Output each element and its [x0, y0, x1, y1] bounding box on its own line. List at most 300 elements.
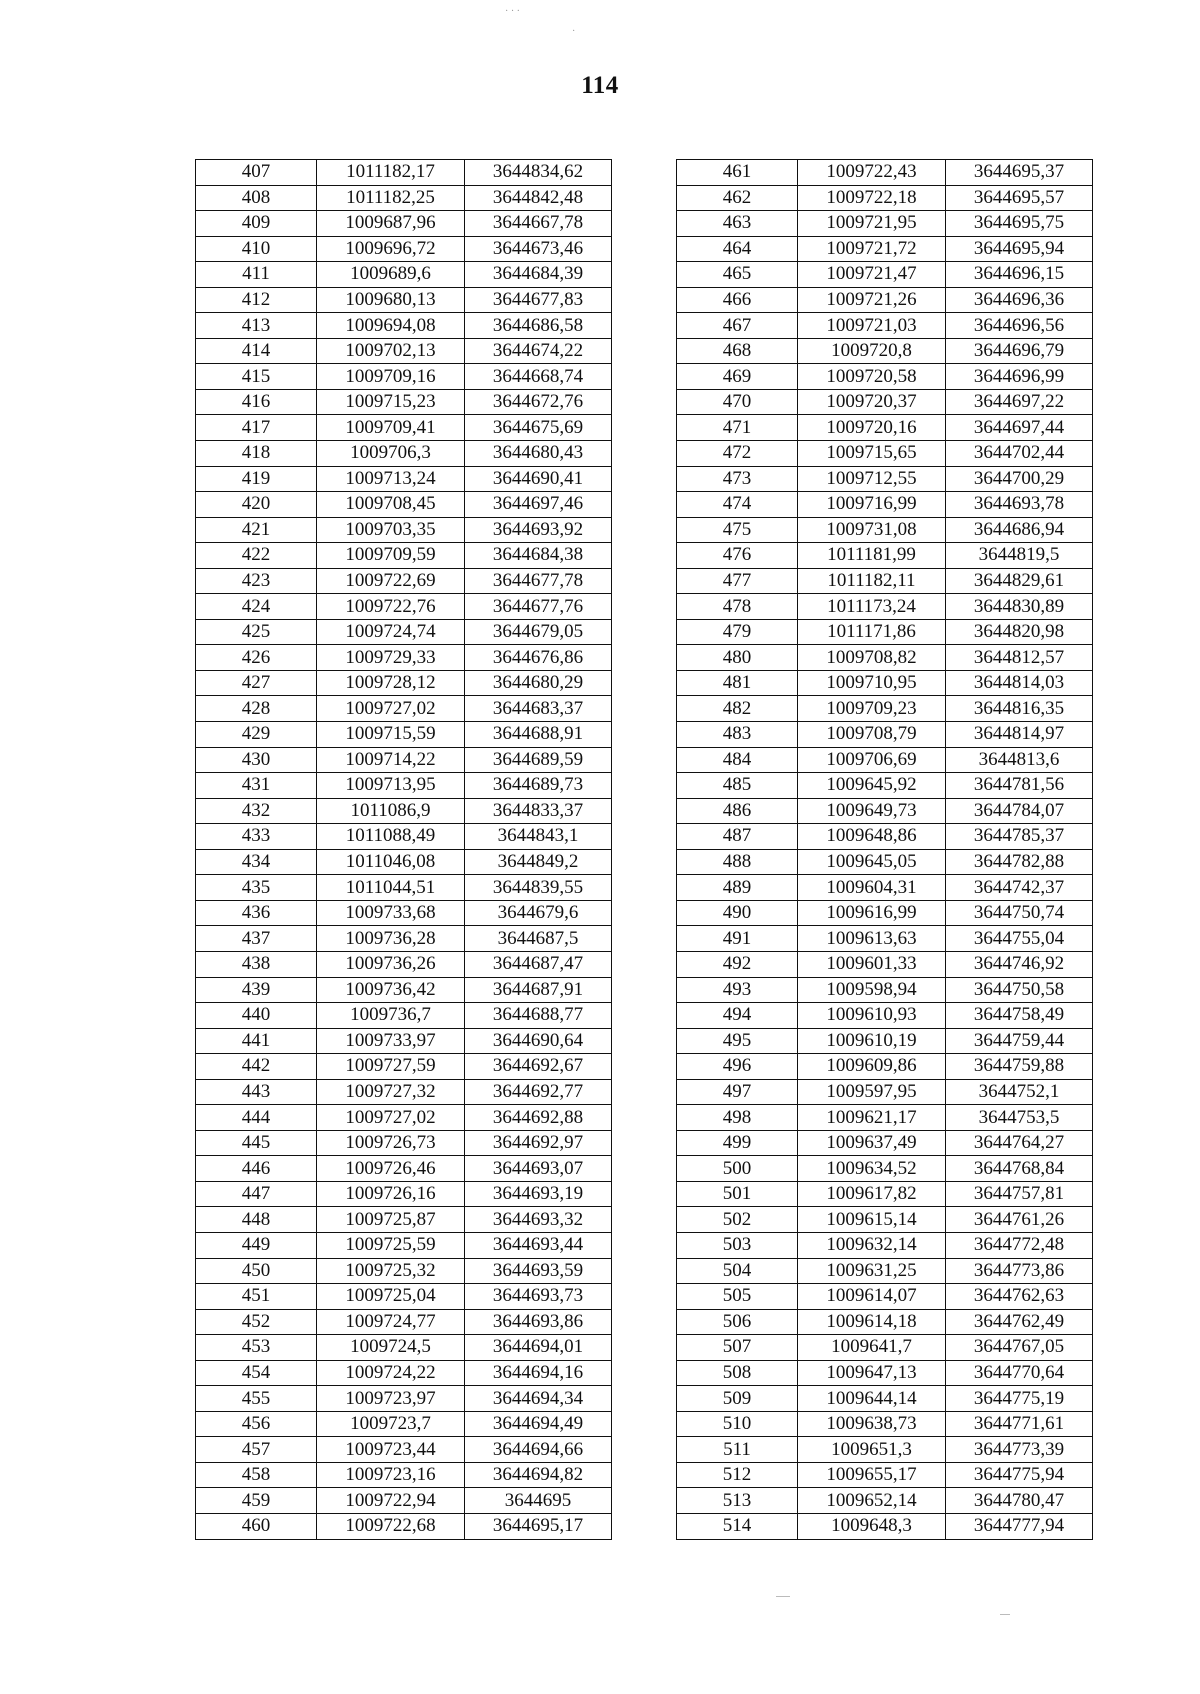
table-row — [196, 951, 612, 977]
point-number-cell: 499 — [677, 1130, 798, 1156]
x-coordinate-cell: 1009728,12 — [317, 670, 465, 696]
y-coordinate-cell: 3644750,74 — [946, 900, 1093, 926]
y-coordinate-cell: 3644746,92 — [946, 951, 1093, 977]
x-coordinate-cell: 1009601,33 — [798, 951, 946, 977]
point-number-cell: 509 — [677, 1386, 798, 1412]
y-coordinate-cell: 3644814,97 — [946, 722, 1093, 748]
table-row — [196, 747, 612, 773]
x-coordinate-cell: 1009733,97 — [317, 1028, 465, 1054]
point-number-cell: 466 — [677, 287, 798, 313]
table-row — [677, 1028, 1093, 1054]
x-coordinate-cell: 1011171,86 — [798, 619, 946, 645]
y-coordinate-cell: 3644695,37 — [946, 160, 1093, 186]
table-row — [196, 1513, 612, 1539]
y-coordinate-cell: 3644689,73 — [465, 773, 612, 799]
x-coordinate-cell: 1009610,93 — [798, 1003, 946, 1029]
table-row — [677, 364, 1093, 390]
x-coordinate-cell: 1009708,45 — [317, 492, 465, 518]
table-row — [677, 849, 1093, 875]
x-coordinate-cell: 1009720,8 — [798, 338, 946, 364]
table-row — [196, 1130, 612, 1156]
point-number-cell: 507 — [677, 1335, 798, 1361]
x-coordinate-cell: 1009729,33 — [317, 645, 465, 671]
y-coordinate-cell: 3644690,41 — [465, 466, 612, 492]
y-coordinate-cell: 3644829,61 — [946, 568, 1093, 594]
point-number-cell: 462 — [677, 185, 798, 211]
table-row — [677, 1079, 1093, 1105]
point-number-cell: 452 — [196, 1309, 317, 1335]
point-number-cell: 508 — [677, 1360, 798, 1386]
x-coordinate-cell: 1009721,26 — [798, 287, 946, 313]
point-number-cell: 429 — [196, 722, 317, 748]
table-row — [677, 568, 1093, 594]
point-number-cell: 494 — [677, 1003, 798, 1029]
x-coordinate-cell: 1009706,69 — [798, 747, 946, 773]
point-number-cell: 471 — [677, 415, 798, 441]
point-number-cell: 428 — [196, 696, 317, 722]
y-coordinate-cell: 3644694,01 — [465, 1335, 612, 1361]
y-coordinate-cell: 3644814,03 — [946, 670, 1093, 696]
point-number-cell: 414 — [196, 338, 317, 364]
scan-mark — [776, 1596, 790, 1597]
x-coordinate-cell: 1011181,99 — [798, 543, 946, 569]
y-coordinate-cell: 3644813,6 — [946, 747, 1093, 773]
x-coordinate-cell: 1009632,14 — [798, 1232, 946, 1258]
y-coordinate-cell: 3644812,57 — [946, 645, 1093, 671]
y-coordinate-cell: 3644695,17 — [465, 1513, 612, 1539]
table-row — [677, 1386, 1093, 1412]
x-coordinate-cell: 1009614,18 — [798, 1309, 946, 1335]
table-row — [196, 1284, 612, 1310]
table-row — [677, 1156, 1093, 1182]
y-coordinate-cell: 3644819,5 — [946, 543, 1093, 569]
table-row — [677, 875, 1093, 901]
y-coordinate-cell: 3644830,89 — [946, 594, 1093, 620]
y-coordinate-cell: 3644693,86 — [465, 1309, 612, 1335]
table-row — [677, 1437, 1093, 1463]
y-coordinate-cell: 3644683,37 — [465, 696, 612, 722]
y-coordinate-cell: 3644677,78 — [465, 568, 612, 594]
point-number-cell: 490 — [677, 900, 798, 926]
point-number-cell: 444 — [196, 1105, 317, 1131]
x-coordinate-cell: 1009614,07 — [798, 1284, 946, 1310]
y-coordinate-cell: 3644687,91 — [465, 977, 612, 1003]
y-coordinate-cell: 3644684,39 — [465, 262, 612, 288]
x-coordinate-cell: 1009722,69 — [317, 568, 465, 594]
y-coordinate-cell: 3644675,69 — [465, 415, 612, 441]
point-number-cell: 441 — [196, 1028, 317, 1054]
scan-mark — [1000, 1614, 1010, 1615]
point-number-cell: 489 — [677, 875, 798, 901]
point-number-cell: 456 — [196, 1411, 317, 1437]
point-number-cell: 415 — [196, 364, 317, 390]
x-coordinate-cell: 1009736,42 — [317, 977, 465, 1003]
y-coordinate-cell: 3644759,88 — [946, 1054, 1093, 1080]
table-row — [677, 441, 1093, 467]
y-coordinate-cell: 3644677,76 — [465, 594, 612, 620]
table-row — [196, 619, 612, 645]
point-number-cell: 423 — [196, 568, 317, 594]
table-row — [677, 824, 1093, 850]
x-coordinate-cell: 1009723,97 — [317, 1386, 465, 1412]
table-row — [677, 1003, 1093, 1029]
point-number-cell: 487 — [677, 824, 798, 850]
point-number-cell: 458 — [196, 1462, 317, 1488]
point-number-cell: 457 — [196, 1437, 317, 1463]
point-number-cell: 488 — [677, 849, 798, 875]
y-coordinate-cell: 3644780,47 — [946, 1488, 1093, 1514]
point-number-cell: 498 — [677, 1105, 798, 1131]
point-number-cell: 483 — [677, 722, 798, 748]
point-number-cell: 480 — [677, 645, 798, 671]
x-coordinate-cell: 1009617,82 — [798, 1181, 946, 1207]
table-row — [196, 160, 612, 186]
table-row — [677, 1181, 1093, 1207]
y-coordinate-cell: 3644694,66 — [465, 1437, 612, 1463]
table-row — [196, 1156, 612, 1182]
table-row — [196, 1335, 612, 1361]
table-row — [196, 1360, 612, 1386]
point-number-cell: 506 — [677, 1309, 798, 1335]
point-number-cell: 412 — [196, 287, 317, 313]
table-row — [677, 313, 1093, 339]
x-coordinate-cell: 1009722,18 — [798, 185, 946, 211]
table-row — [677, 1488, 1093, 1514]
point-number-cell: 425 — [196, 619, 317, 645]
point-number-cell: 513 — [677, 1488, 798, 1514]
x-coordinate-cell: 1009706,3 — [317, 441, 465, 467]
y-coordinate-cell: 3644668,74 — [465, 364, 612, 390]
x-coordinate-cell: 1009723,44 — [317, 1437, 465, 1463]
point-number-cell: 468 — [677, 338, 798, 364]
point-number-cell: 437 — [196, 926, 317, 952]
x-coordinate-cell: 1009651,3 — [798, 1437, 946, 1463]
point-number-cell: 504 — [677, 1258, 798, 1284]
y-coordinate-cell: 3644777,94 — [946, 1513, 1093, 1539]
x-coordinate-cell: 1009634,52 — [798, 1156, 946, 1182]
table-row — [677, 1105, 1093, 1131]
table-row — [196, 338, 612, 364]
table-row — [196, 926, 612, 952]
page-number: 114 — [581, 72, 619, 99]
y-coordinate-cell: 3644684,38 — [465, 543, 612, 569]
x-coordinate-cell: 1009621,17 — [798, 1105, 946, 1131]
y-coordinate-cell: 3644686,94 — [946, 517, 1093, 543]
table-row — [196, 517, 612, 543]
y-coordinate-cell: 3644692,67 — [465, 1054, 612, 1080]
y-coordinate-cell: 3644694,49 — [465, 1411, 612, 1437]
table-row — [677, 722, 1093, 748]
y-coordinate-cell: 3644702,44 — [946, 441, 1093, 467]
point-number-cell: 430 — [196, 747, 317, 773]
y-coordinate-cell: 3644676,86 — [465, 645, 612, 671]
table-row — [196, 1386, 612, 1412]
table-row — [196, 1462, 612, 1488]
y-coordinate-cell: 3644820,98 — [946, 619, 1093, 645]
y-coordinate-cell: 3644752,1 — [946, 1079, 1093, 1105]
table-row — [677, 1232, 1093, 1258]
point-number-cell: 461 — [677, 160, 798, 186]
point-number-cell: 421 — [196, 517, 317, 543]
x-coordinate-cell: 1009637,49 — [798, 1130, 946, 1156]
table-row — [196, 1207, 612, 1233]
x-coordinate-cell: 1009715,23 — [317, 389, 465, 415]
point-number-cell: 409 — [196, 211, 317, 237]
x-coordinate-cell: 1011182,11 — [798, 568, 946, 594]
x-coordinate-cell: 1009721,47 — [798, 262, 946, 288]
table-row — [196, 262, 612, 288]
point-number-cell: 417 — [196, 415, 317, 441]
y-coordinate-cell: 3644761,26 — [946, 1207, 1093, 1233]
y-coordinate-cell: 3644695 — [465, 1488, 612, 1514]
table-row — [196, 211, 612, 237]
table-row — [677, 773, 1093, 799]
point-number-cell: 486 — [677, 798, 798, 824]
x-coordinate-cell: 1011086,9 — [317, 798, 465, 824]
y-coordinate-cell: 3644697,46 — [465, 492, 612, 518]
point-number-cell: 436 — [196, 900, 317, 926]
point-number-cell: 474 — [677, 492, 798, 518]
y-coordinate-cell: 3644762,63 — [946, 1284, 1093, 1310]
x-coordinate-cell: 1009689,6 — [317, 262, 465, 288]
x-coordinate-cell: 1009727,02 — [317, 1105, 465, 1131]
x-coordinate-cell: 1009721,03 — [798, 313, 946, 339]
point-number-cell: 418 — [196, 441, 317, 467]
table-row — [677, 645, 1093, 671]
table-row — [677, 1360, 1093, 1386]
y-coordinate-cell: 3644674,22 — [465, 338, 612, 364]
y-coordinate-cell: 3644692,88 — [465, 1105, 612, 1131]
x-coordinate-cell: 1009616,99 — [798, 900, 946, 926]
y-coordinate-cell: 3644762,49 — [946, 1309, 1093, 1335]
point-number-cell: 454 — [196, 1360, 317, 1386]
point-number-cell: 448 — [196, 1207, 317, 1233]
x-coordinate-cell: 1009727,02 — [317, 696, 465, 722]
point-number-cell: 433 — [196, 824, 317, 850]
point-number-cell: 481 — [677, 670, 798, 696]
table-row — [677, 517, 1093, 543]
point-number-cell: 416 — [196, 389, 317, 415]
x-coordinate-cell: 1009736,7 — [317, 1003, 465, 1029]
point-number-cell: 443 — [196, 1079, 317, 1105]
y-coordinate-cell: 3644679,05 — [465, 619, 612, 645]
y-coordinate-cell: 3644695,75 — [946, 211, 1093, 237]
point-number-cell: 469 — [677, 364, 798, 390]
point-number-cell: 431 — [196, 773, 317, 799]
table-row — [677, 1335, 1093, 1361]
point-number-cell: 413 — [196, 313, 317, 339]
x-coordinate-cell: 1009726,16 — [317, 1181, 465, 1207]
point-number-cell: 502 — [677, 1207, 798, 1233]
x-coordinate-cell: 1009638,73 — [798, 1411, 946, 1437]
y-coordinate-cell: 3644680,43 — [465, 441, 612, 467]
point-number-cell: 410 — [196, 236, 317, 262]
x-coordinate-cell: 1009720,58 — [798, 364, 946, 390]
y-coordinate-cell: 3644768,84 — [946, 1156, 1093, 1182]
x-coordinate-cell: 1009609,86 — [798, 1054, 946, 1080]
point-number-cell: 505 — [677, 1284, 798, 1310]
coordinates-table-right — [676, 159, 1093, 1540]
point-number-cell: 434 — [196, 849, 317, 875]
y-coordinate-cell: 3644697,44 — [946, 415, 1093, 441]
x-coordinate-cell: 1009709,41 — [317, 415, 465, 441]
table-row — [196, 849, 612, 875]
x-coordinate-cell: 1009724,5 — [317, 1335, 465, 1361]
table-row — [677, 977, 1093, 1003]
x-coordinate-cell: 1009631,25 — [798, 1258, 946, 1284]
y-coordinate-cell: 3644687,47 — [465, 951, 612, 977]
point-number-cell: 514 — [677, 1513, 798, 1539]
x-coordinate-cell: 1009597,95 — [798, 1079, 946, 1105]
y-coordinate-cell: 3644672,76 — [465, 389, 612, 415]
x-coordinate-cell: 1009645,05 — [798, 849, 946, 875]
y-coordinate-cell: 3644781,56 — [946, 773, 1093, 799]
scan-speck: · · · — [505, 6, 520, 17]
table-row — [677, 1309, 1093, 1335]
x-coordinate-cell: 1009716,99 — [798, 492, 946, 518]
y-coordinate-cell: 3644758,49 — [946, 1003, 1093, 1029]
table-row — [677, 287, 1093, 313]
x-coordinate-cell: 1009713,24 — [317, 466, 465, 492]
x-coordinate-cell: 1009726,46 — [317, 1156, 465, 1182]
table-row — [677, 1462, 1093, 1488]
x-coordinate-cell: 1009649,73 — [798, 798, 946, 824]
table-row — [677, 1284, 1093, 1310]
x-coordinate-cell: 1009648,86 — [798, 824, 946, 850]
point-number-cell: 419 — [196, 466, 317, 492]
table-row — [196, 1105, 612, 1131]
x-coordinate-cell: 1011046,08 — [317, 849, 465, 875]
point-number-cell: 493 — [677, 977, 798, 1003]
table-row — [196, 696, 612, 722]
table-row — [196, 1258, 612, 1284]
table-row — [196, 415, 612, 441]
point-number-cell: 479 — [677, 619, 798, 645]
point-number-cell: 447 — [196, 1181, 317, 1207]
table-row — [196, 875, 612, 901]
point-number-cell: 424 — [196, 594, 317, 620]
table-row — [196, 1232, 612, 1258]
x-coordinate-cell: 1011088,49 — [317, 824, 465, 850]
x-coordinate-cell: 1009733,68 — [317, 900, 465, 926]
table-row — [677, 696, 1093, 722]
x-coordinate-cell: 1009727,59 — [317, 1054, 465, 1080]
table-row — [677, 619, 1093, 645]
point-number-cell: 438 — [196, 951, 317, 977]
table-row — [677, 389, 1093, 415]
table-row — [196, 670, 612, 696]
point-number-cell: 435 — [196, 875, 317, 901]
x-coordinate-cell: 1009723,7 — [317, 1411, 465, 1437]
table-row — [677, 1258, 1093, 1284]
table-row — [677, 1130, 1093, 1156]
y-coordinate-cell: 3644770,64 — [946, 1360, 1093, 1386]
y-coordinate-cell: 3644693,78 — [946, 492, 1093, 518]
point-number-cell: 512 — [677, 1462, 798, 1488]
table-row — [196, 389, 612, 415]
point-number-cell: 446 — [196, 1156, 317, 1182]
point-number-cell: 408 — [196, 185, 317, 211]
y-coordinate-cell: 3644700,29 — [946, 466, 1093, 492]
point-number-cell: 496 — [677, 1054, 798, 1080]
point-number-cell: 459 — [196, 1488, 317, 1514]
x-coordinate-cell: 1009713,95 — [317, 773, 465, 799]
x-coordinate-cell: 1009714,22 — [317, 747, 465, 773]
x-coordinate-cell: 1009615,14 — [798, 1207, 946, 1233]
y-coordinate-cell: 3644686,58 — [465, 313, 612, 339]
point-number-cell: 501 — [677, 1181, 798, 1207]
point-number-cell: 442 — [196, 1054, 317, 1080]
y-coordinate-cell: 3644696,99 — [946, 364, 1093, 390]
table-row — [196, 466, 612, 492]
point-number-cell: 411 — [196, 262, 317, 288]
table-row — [677, 1207, 1093, 1233]
y-coordinate-cell: 3644816,35 — [946, 696, 1093, 722]
table-row — [677, 236, 1093, 262]
table-row — [677, 594, 1093, 620]
point-number-cell: 478 — [677, 594, 798, 620]
point-number-cell: 485 — [677, 773, 798, 799]
x-coordinate-cell: 1009702,13 — [317, 338, 465, 364]
coordinates-table-left — [195, 159, 612, 1540]
x-coordinate-cell: 1011182,17 — [317, 160, 465, 186]
x-coordinate-cell: 1009648,3 — [798, 1513, 946, 1539]
point-number-cell: 422 — [196, 543, 317, 569]
x-coordinate-cell: 1009715,59 — [317, 722, 465, 748]
table-row — [677, 798, 1093, 824]
x-coordinate-cell: 1009725,04 — [317, 1284, 465, 1310]
x-coordinate-cell: 1009725,59 — [317, 1232, 465, 1258]
point-number-cell: 426 — [196, 645, 317, 671]
x-coordinate-cell: 1009647,13 — [798, 1360, 946, 1386]
table-row — [196, 1003, 612, 1029]
table-row — [196, 441, 612, 467]
y-coordinate-cell: 3644667,78 — [465, 211, 612, 237]
point-number-cell: 420 — [196, 492, 317, 518]
table-row — [196, 824, 612, 850]
point-number-cell: 492 — [677, 951, 798, 977]
y-coordinate-cell: 3644694,82 — [465, 1462, 612, 1488]
x-coordinate-cell: 1011044,51 — [317, 875, 465, 901]
point-number-cell: 500 — [677, 1156, 798, 1182]
y-coordinate-cell: 3644677,83 — [465, 287, 612, 313]
x-coordinate-cell: 1009726,73 — [317, 1130, 465, 1156]
table-row — [196, 543, 612, 569]
y-coordinate-cell: 3644697,22 — [946, 389, 1093, 415]
point-number-cell: 482 — [677, 696, 798, 722]
table-row — [196, 1028, 612, 1054]
y-coordinate-cell: 3644696,15 — [946, 262, 1093, 288]
x-coordinate-cell: 1009652,14 — [798, 1488, 946, 1514]
x-coordinate-cell: 1009721,95 — [798, 211, 946, 237]
y-coordinate-cell: 3644784,07 — [946, 798, 1093, 824]
x-coordinate-cell: 1009715,65 — [798, 441, 946, 467]
y-coordinate-cell: 3644771,61 — [946, 1411, 1093, 1437]
y-coordinate-cell: 3644673,46 — [465, 236, 612, 262]
point-number-cell: 510 — [677, 1411, 798, 1437]
x-coordinate-cell: 1009712,55 — [798, 466, 946, 492]
point-number-cell: 511 — [677, 1437, 798, 1463]
y-coordinate-cell: 3644772,48 — [946, 1232, 1093, 1258]
table-row — [677, 670, 1093, 696]
y-coordinate-cell: 3644693,73 — [465, 1284, 612, 1310]
table-row — [196, 900, 612, 926]
x-coordinate-cell: 1009725,32 — [317, 1258, 465, 1284]
table-row — [196, 773, 612, 799]
table-row — [677, 211, 1093, 237]
table-row — [677, 951, 1093, 977]
point-number-cell: 475 — [677, 517, 798, 543]
